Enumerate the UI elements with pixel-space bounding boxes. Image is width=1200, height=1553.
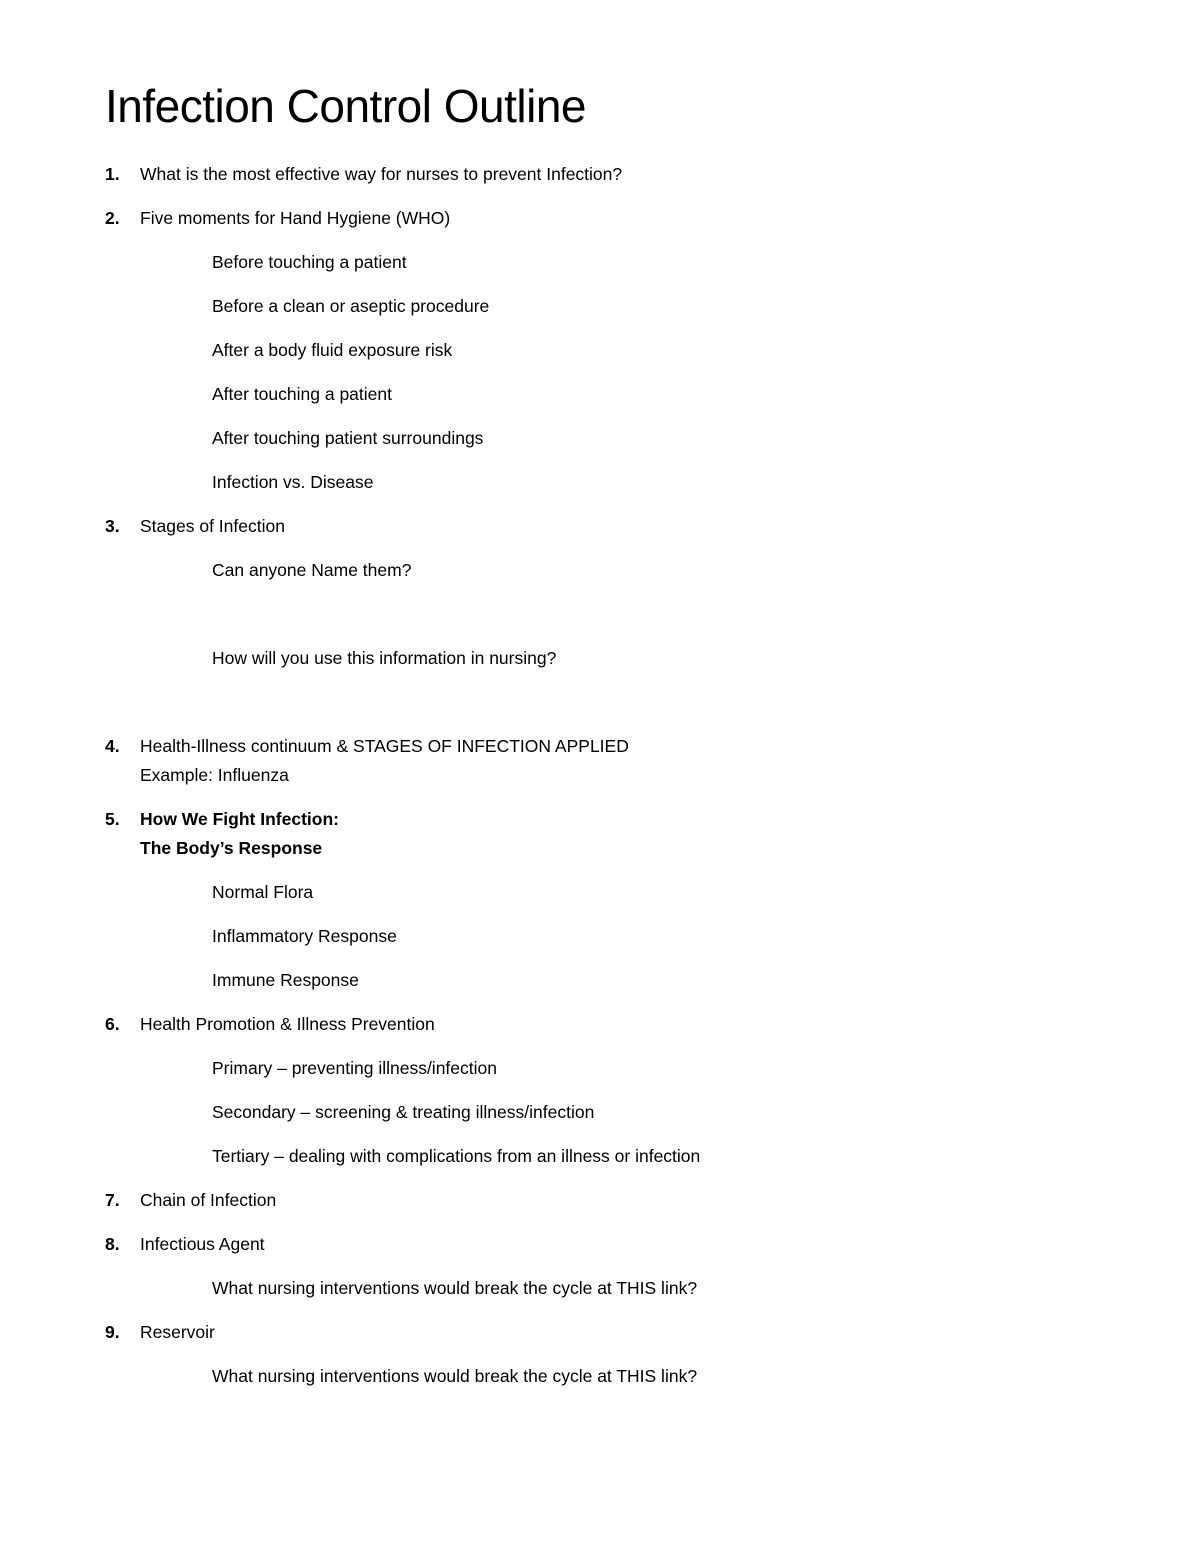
sub-item: What nursing interventions would break the cycle at THIS link?: [212, 1278, 698, 1298]
item-text: [140, 1318, 1130, 1347]
sub-item: After touching a patient: [212, 384, 392, 404]
item-text: [140, 732, 1130, 790]
item-number: 8.: [105, 1234, 120, 1254]
item-text: [140, 512, 1130, 541]
item-line: Reservoir: [140, 1322, 215, 1342]
sub-item: Secondary – screening & treating illness/infection: [212, 1102, 595, 1122]
item-text: [140, 1010, 1130, 1039]
sub-item: Inflammatory Response: [212, 926, 397, 946]
item-line: Stages of Infection: [140, 516, 285, 536]
item-line: Health Promotion & Illness Prevention: [140, 1014, 435, 1034]
item-number: 4.: [105, 736, 120, 756]
item-text: [140, 160, 1130, 189]
item-line: Health-Illness continuum & STAGES OF INFECTION APPLIED: [140, 736, 629, 756]
page-title: Infection Control Outline: [105, 80, 586, 132]
item-number: 5.: [105, 809, 120, 829]
item-line: How We Fight Infection:: [140, 809, 339, 829]
item-number: 6.: [105, 1014, 120, 1034]
sub-item: After touching patient surroundings: [212, 428, 484, 448]
item-line: Chain of Infection: [140, 1190, 277, 1210]
item-number: 1.: [105, 164, 120, 184]
item-number: 7.: [105, 1190, 120, 1210]
item-line: What is the most effective way for nurses to prevent Infection?: [140, 164, 623, 184]
outline-item-1: [105, 160, 1130, 189]
sub-item: After a body fluid exposure risk: [212, 340, 453, 360]
item-line: Five moments for Hand Hygiene (WHO): [140, 208, 451, 228]
sub-item: Normal Flora: [212, 882, 314, 902]
sub-item: Before a clean or aseptic procedure: [212, 296, 490, 316]
sub-item: Primary – preventing illness/infection: [212, 1058, 497, 1078]
blank-line: [212, 600, 1130, 629]
item-line: The Body’s Response: [140, 838, 323, 858]
outline-item-4: [105, 732, 1130, 790]
item-number: 2.: [105, 208, 120, 228]
sub-item: Tertiary – dealing with complications from an illness or infection: [212, 1146, 701, 1166]
outline-item-5: [105, 805, 1130, 863]
item-number: 9.: [105, 1322, 120, 1342]
outline-item-3: [105, 512, 1130, 541]
sub-item: Can anyone Name them?: [212, 560, 412, 580]
outline-item-9: [105, 1318, 1130, 1347]
outline-item-8: [105, 1230, 1130, 1259]
sub-item: Before touching a patient: [212, 252, 407, 272]
item-line: Infectious Agent: [140, 1234, 265, 1254]
item-text: [140, 204, 1130, 233]
item-text: [140, 1186, 1130, 1215]
sub-item: Infection vs. Disease: [212, 472, 374, 492]
blank-line: [212, 688, 1130, 717]
sub-item: Immune Response: [212, 970, 359, 990]
item-text: [140, 805, 1130, 863]
outline-item-2: [105, 204, 1130, 233]
sub-item: What nursing interventions would break the cycle at THIS link?: [212, 1366, 698, 1386]
outline-item-7: [105, 1186, 1130, 1215]
item-number: 3.: [105, 516, 120, 536]
outline-item-6: [105, 1010, 1130, 1039]
item-text: [140, 1230, 1130, 1259]
sub-item: How will you use this information in nursing?: [212, 648, 557, 668]
item-line: Example: Influenza: [140, 765, 289, 785]
